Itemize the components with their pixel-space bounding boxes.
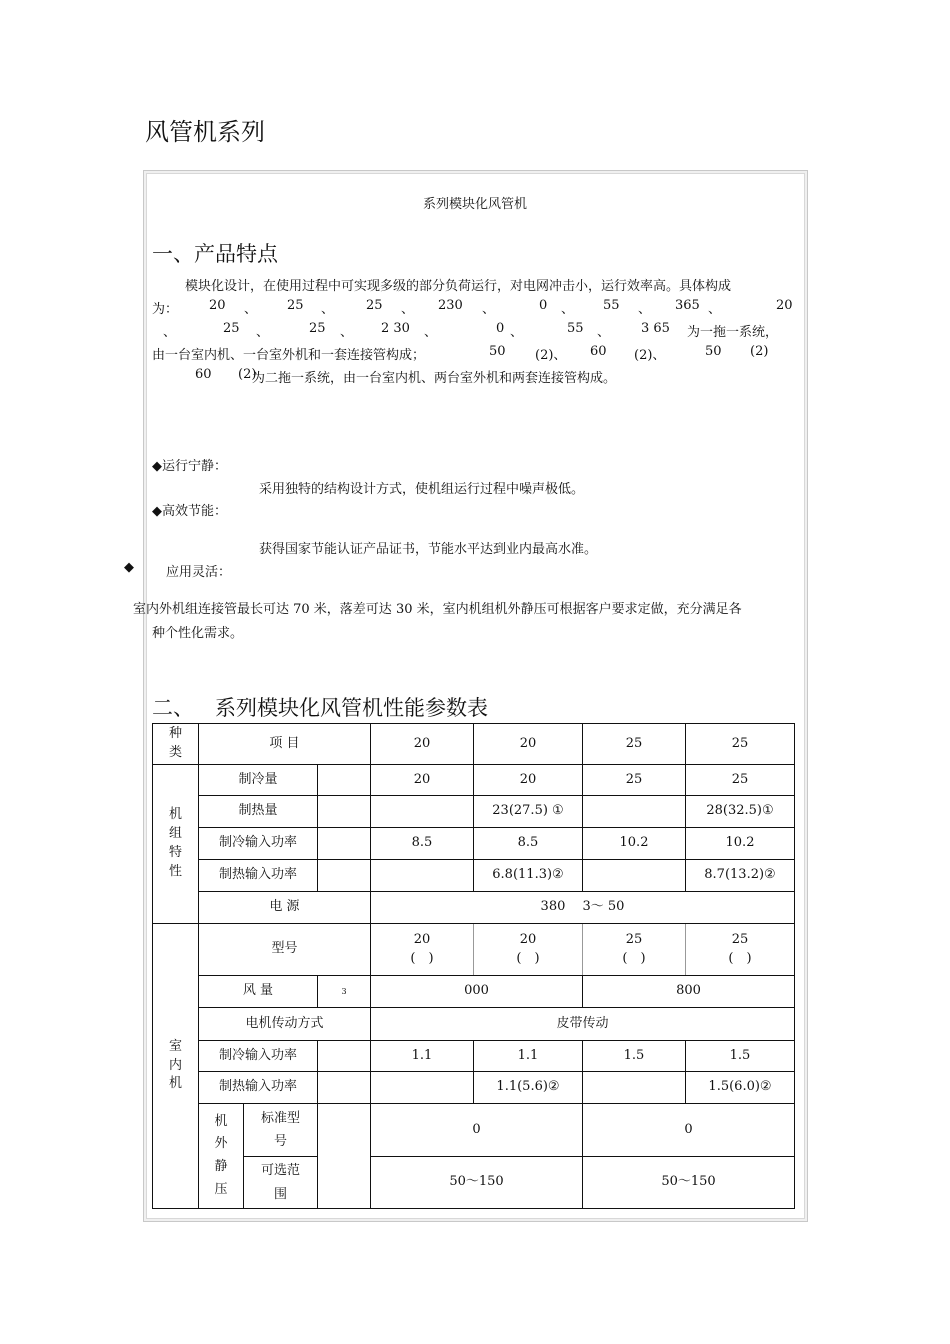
table-row: 制热输入功率 6.8(11.3)② 8.7(13.2)② bbox=[153, 860, 795, 892]
row-label: 制热输入功率 bbox=[199, 860, 318, 892]
drive-value: 皮带传动 bbox=[371, 1008, 795, 1041]
section1-heading: 一、产品特点 bbox=[152, 242, 278, 266]
row-label: 制热输入功率 bbox=[199, 1072, 318, 1104]
frame-subtitle: 系列模块化风管机 bbox=[422, 197, 527, 212]
section2-heading-number: 二、 bbox=[152, 696, 194, 720]
header-type: 种 类 bbox=[153, 724, 199, 765]
section2-heading: 系列模块化风管机性能参数表 bbox=[215, 696, 488, 720]
feature-flexible-label: 应用灵活： bbox=[166, 565, 232, 580]
row-label: 可选范 围 bbox=[244, 1157, 318, 1209]
feature-quiet-label: ◆运行宁静： bbox=[152, 459, 227, 474]
power-value: 380 3～ 50 bbox=[371, 892, 795, 924]
group-external-static-pressure: 机 外 静 压 bbox=[199, 1104, 244, 1209]
header-model-3: 25 bbox=[583, 724, 686, 765]
table-row: 机 外 静 压 标准型 号 0 0 bbox=[153, 1104, 795, 1157]
row-label: 制冷输入功率 bbox=[199, 1041, 318, 1072]
table-row: 制热量 23(27.5) ① 28(32.5)① bbox=[153, 796, 795, 828]
unit-cell bbox=[318, 860, 371, 892]
feature-quiet-text: 采用独特的结构设计方式，使机组运行过程中噪声极低。 bbox=[259, 482, 585, 497]
row-label: 制冷输入功率 bbox=[199, 828, 318, 860]
feature-efficient-text: 获得国家节能认证产品证书，节能水平达到业内最高水准。 bbox=[259, 542, 598, 557]
unit-cell bbox=[318, 765, 371, 796]
row-label: 标准型 号 bbox=[244, 1104, 318, 1157]
unit-cell bbox=[318, 1072, 371, 1104]
feature-efficient-label: ◆高效节能： bbox=[152, 504, 227, 519]
intro-line-1: 模块化设计，在使用过程中可实现多级的部分负荷运行，对电网冲击小，运行效率高。具体构成 bbox=[185, 279, 732, 294]
unit-cell bbox=[318, 1041, 371, 1072]
group-unit-characteristics: 机 组 特 性 bbox=[153, 765, 199, 924]
row-label: 电机传动方式 bbox=[199, 1008, 371, 1041]
table-row: 室 内 机 型号 20 ( ) 20 ( ) 25 ( ) 25 ( ) bbox=[153, 924, 795, 976]
row-label: 型号 bbox=[199, 924, 371, 976]
header-model-1: 20 bbox=[371, 724, 474, 765]
table-row: 制冷输入功率 1.1 1.1 1.5 1.5 bbox=[153, 1041, 795, 1072]
table-row: 制冷输入功率 8.5 8.5 10.2 10.2 bbox=[153, 828, 795, 860]
feature-flexible-text-2: 种个性化需求。 bbox=[152, 626, 244, 641]
row-label: 风 量 bbox=[199, 976, 318, 1008]
feature-flexible-bullet: ◆ bbox=[124, 560, 134, 575]
table-row bbox=[153, 892, 795, 924]
table-row: 机 组 特 性 制冷量 20 20 25 25 bbox=[153, 765, 795, 796]
header-item: 项 目 bbox=[199, 724, 371, 765]
unit-cell bbox=[318, 828, 371, 860]
table-header-row bbox=[153, 724, 795, 765]
row-label: 制热量 bbox=[199, 796, 318, 828]
table-row: 可选范 围 50～150 50～150 bbox=[153, 1157, 795, 1209]
unit-cell bbox=[318, 796, 371, 828]
row-label: 制冷量 bbox=[199, 765, 318, 796]
page-title: 风管机系列 bbox=[145, 118, 265, 146]
table-row: 风 量 3 000 800 bbox=[153, 976, 795, 1008]
header-model-4: 25 bbox=[686, 724, 795, 765]
row-label: 电 源 bbox=[199, 892, 371, 924]
table-row: 制热输入功率 1.1(5.6)② 1.5(6.0)② bbox=[153, 1072, 795, 1104]
table-row bbox=[153, 1008, 795, 1041]
unit-cell: 3 bbox=[318, 976, 371, 1008]
group-indoor-unit: 室 内 机 bbox=[153, 924, 199, 1209]
unit-cell bbox=[318, 1104, 371, 1209]
performance-table bbox=[152, 723, 795, 1209]
header-model-2: 20 bbox=[474, 724, 583, 765]
feature-flexible-text-1: 室内外机组连接管最长可达 70 米，落差可达 30 米，室内机组机外静压可根据客户要求定做，充分满足各 bbox=[133, 602, 742, 617]
